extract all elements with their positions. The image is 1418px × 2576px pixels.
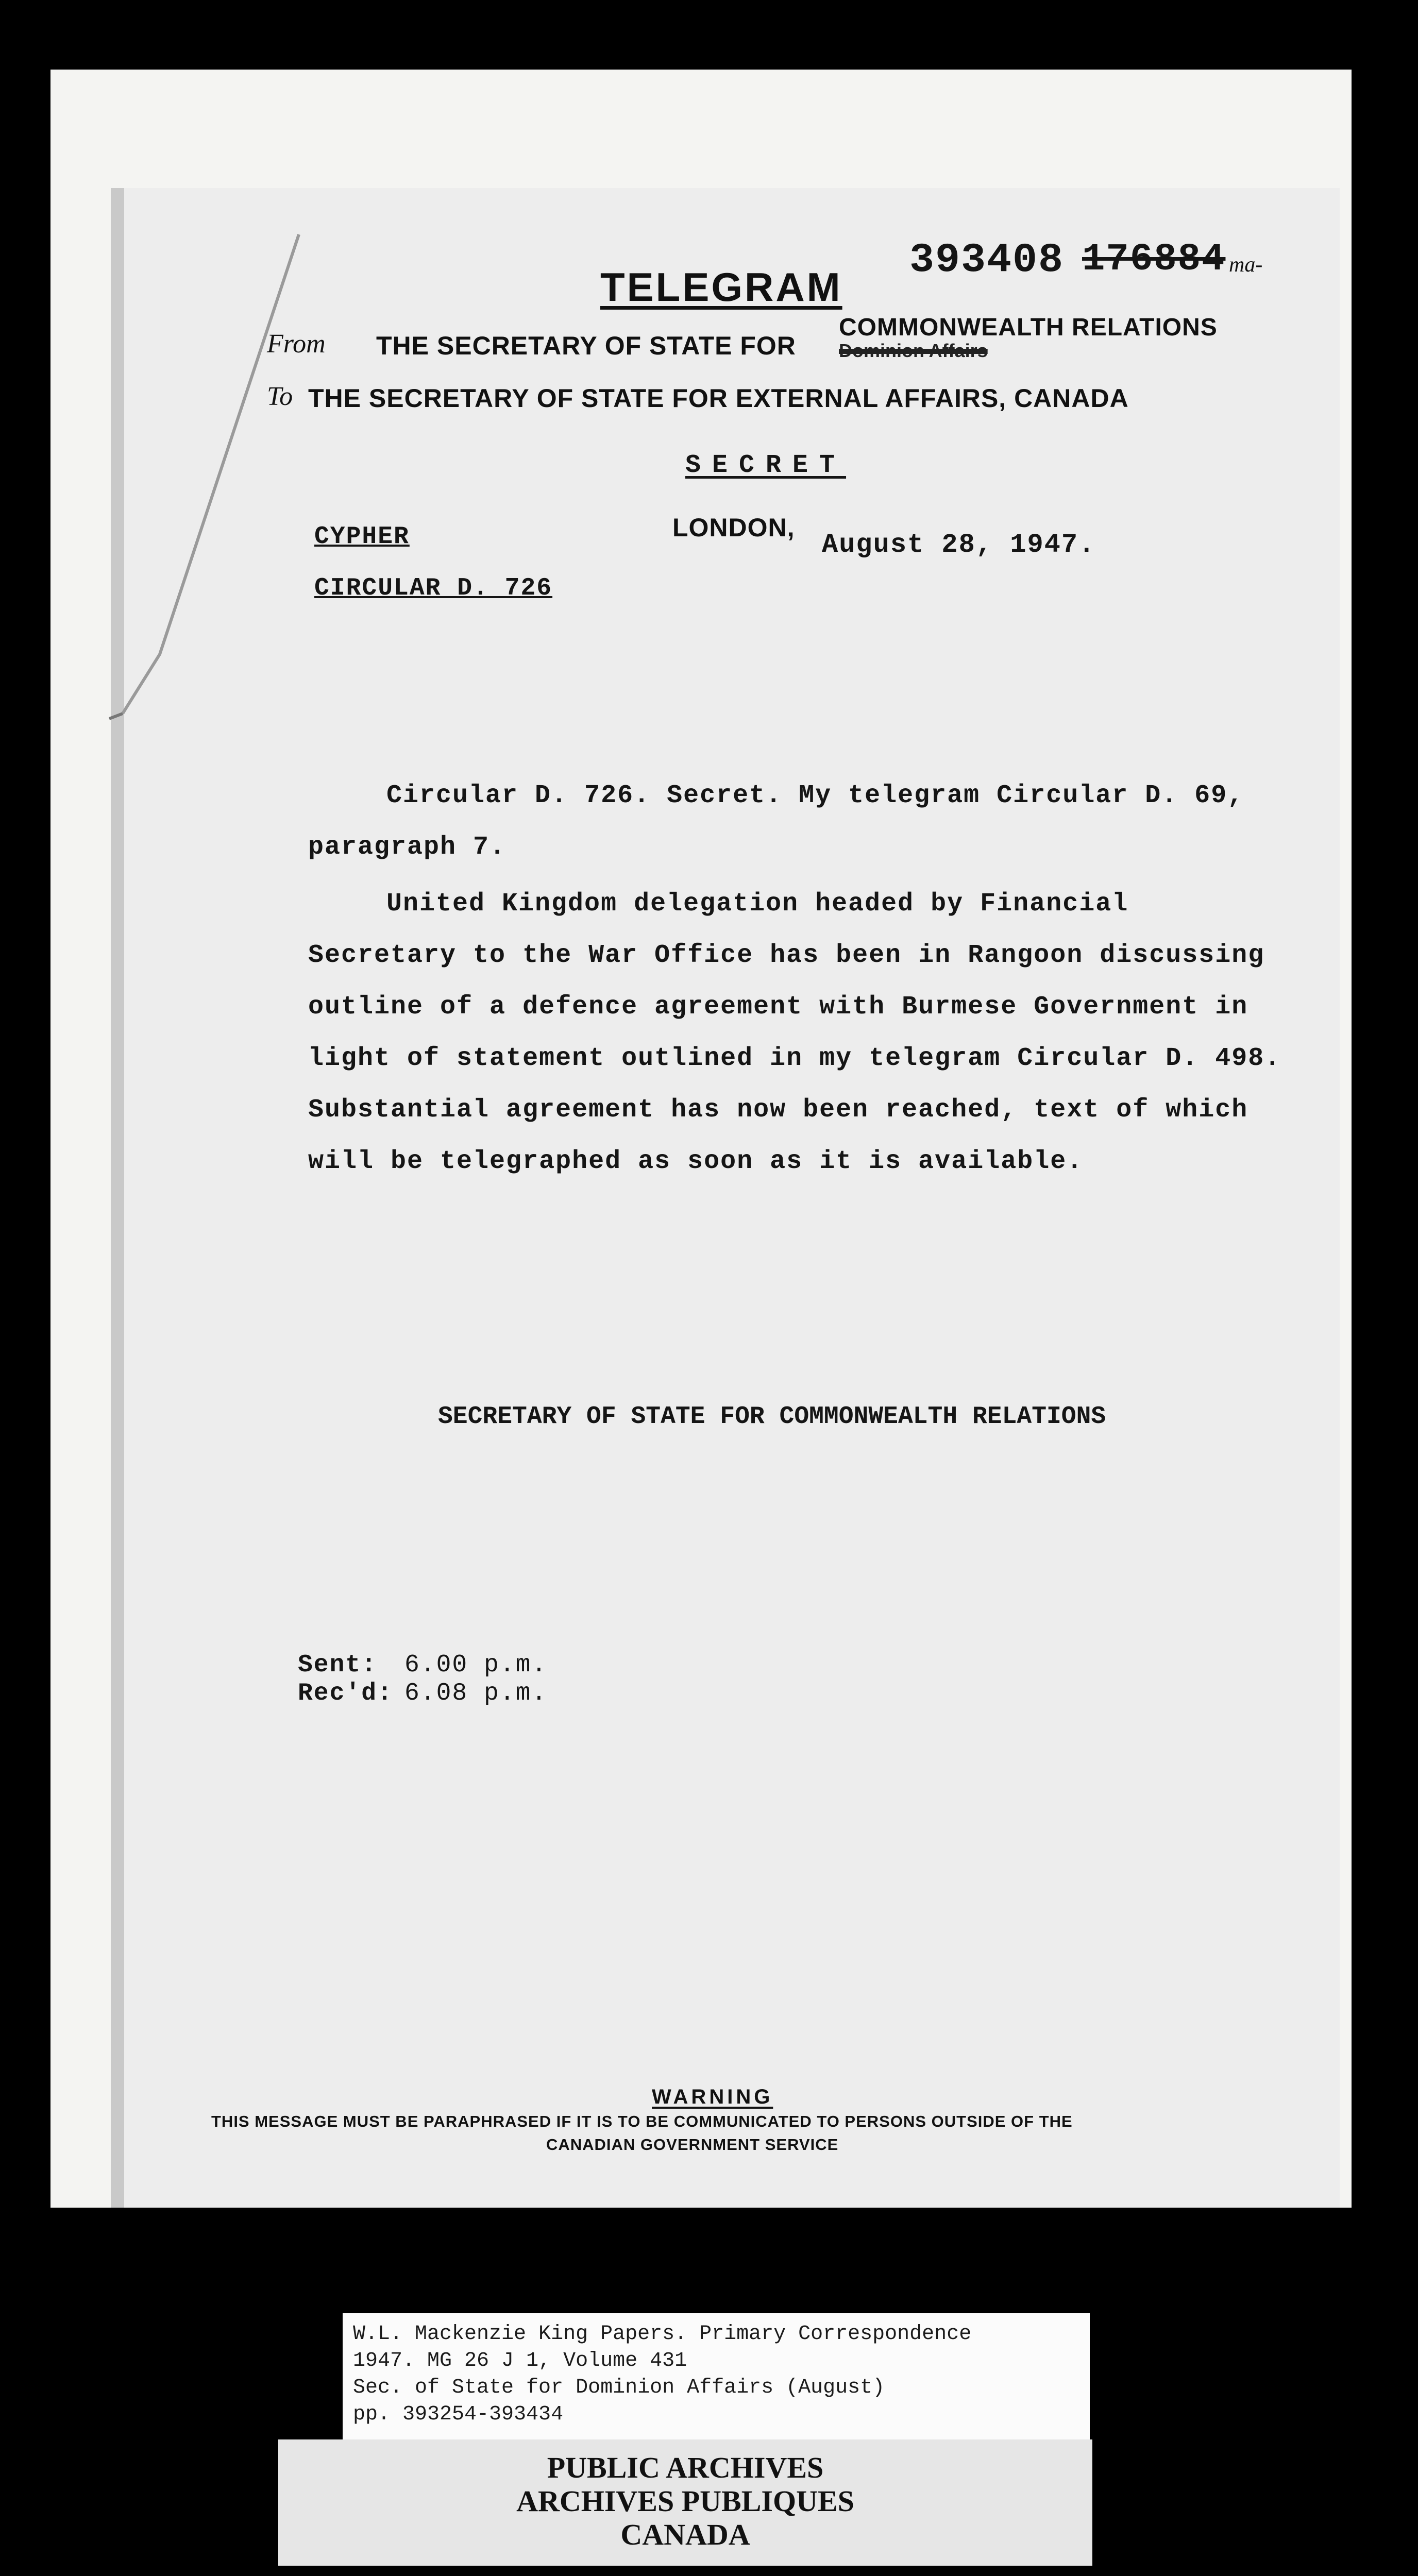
signature-block: SECRETARY OF STATE FOR COMMONWEALTH RELATIONS xyxy=(438,1403,1106,1431)
to-text: THE SECRETARY OF STATE FOR EXTERNAL AFFAIRS, CANADA xyxy=(308,384,1129,413)
place-label: LONDON, xyxy=(672,513,795,542)
from-replacement-text: COMMONWEALTH RELATIONS xyxy=(839,314,1218,341)
archive-stamp-line: ARCHIVES PUBLIQUES xyxy=(516,2484,854,2518)
circular-number: CIRCULAR D. 726 xyxy=(314,574,553,602)
archive-stamp xyxy=(278,2439,1092,2566)
warning-text: CANADIAN GOVERNMENT SERVICE xyxy=(546,2136,839,2154)
telegram-form xyxy=(111,188,1340,2208)
date: August 28, 1947. xyxy=(822,530,1096,560)
warning-text: THIS MESSAGE MUST BE PARAPHRASED IF IT IS TO BE COMMUNICATED TO PERSONS OUTSIDE OF THE xyxy=(211,2112,1073,2130)
archive-stamp-line: PUBLIC ARCHIVES xyxy=(547,2451,824,2484)
from-label: From xyxy=(267,329,326,359)
archive-card-line: 1947. MG 26 J 1, Volume 431 xyxy=(353,2349,687,2372)
archive-card-line: pp. 393254-393434 xyxy=(353,2403,564,2426)
document-number: 393408 xyxy=(909,237,1065,284)
old-number-suffix: ma- xyxy=(1229,253,1263,277)
cypher-label: CYPHER xyxy=(314,523,410,551)
struck-out-text: Dominion Affairs xyxy=(839,340,988,361)
sent-time: 6.00 p.m. xyxy=(404,1651,548,1679)
to-label: To xyxy=(267,382,293,411)
body-paragraph: Circular D. 726. Secret. My telegram Circular D. 69, paragraph 7. xyxy=(308,781,1244,862)
from-text: THE SECRETARY OF STATE FOR xyxy=(376,331,796,360)
body-paragraph: United Kingdom delegation headed by Financial Secretary to the War Office has been in Rangoon discussing outline of a defence agreement with Burmese Government in light of statement outlined in my telegram Circular D. 498. Substantial agreement has now been reached, text of which will be telegraphed as soon as it is available. xyxy=(308,889,1281,1176)
archive-stamp-line: CANADA xyxy=(620,2518,750,2551)
received-time: 6.08 p.m. xyxy=(404,1680,548,1707)
telegram-title: TELEGRAM xyxy=(600,264,842,310)
archive-card-line: W.L. Mackenzie King Papers. Primary Correspondence xyxy=(353,2323,972,2346)
received-label: Rec'd: xyxy=(298,1680,393,1707)
archive-card-line: Sec. of State for Dominion Affairs (August) xyxy=(353,2376,885,2399)
archive-reference-card xyxy=(343,2313,1090,2439)
sent-label: Sent: xyxy=(298,1651,378,1679)
old-document-number: 176884 xyxy=(1082,238,1226,281)
warning-title: WARNING xyxy=(652,2086,773,2108)
classification-mark: SECRET xyxy=(685,451,847,480)
